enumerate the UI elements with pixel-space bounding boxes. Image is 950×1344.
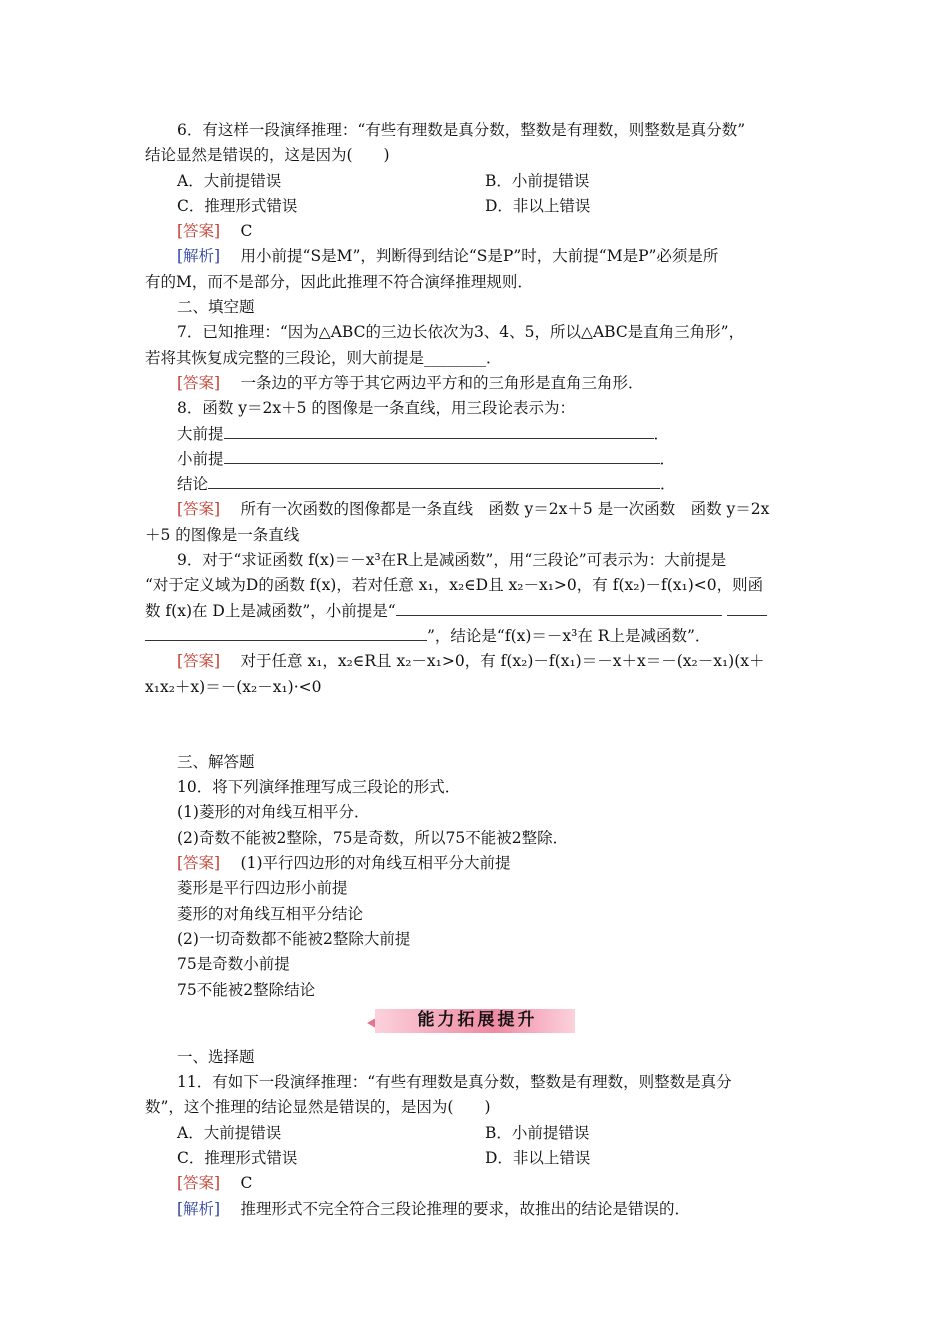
answer-tag: [答案] [177,222,221,241]
analysis-tag: [解析] [177,247,221,266]
q8-major-premise-row [145,422,810,447]
q10-part1: (1)菱形的对角线互相平分． [177,803,370,822]
q11-stem-line1: 11．有如下一段演绎推理：“有些有理数是真分数，整数是有理数，则整数是真分 [177,1073,732,1092]
q10-stem: 10．将下列演绎推理写成三段论的形式． [177,778,461,797]
q6-answer [145,219,810,244]
q11-answer [145,1171,810,1196]
q9-stem-line1: 9．对于“求证函数 f(x)＝－x³在R上是减函数”，用“三段论”可表示为：大前提是 [177,551,727,570]
q8-major-period: ． [653,424,670,443]
q9-minor-blank-a [396,599,722,616]
q7-stem-line1: 7．已知推理：“因为△ABC的三边长依次为3、4、5，所以△ABC是直角三角形”， [177,323,745,342]
q8-minor-label: 小前提 [177,449,224,468]
q9-answer [145,649,810,674]
q9-stem-line3 [145,599,810,624]
q10-part2: (2)奇数不能被2整除，75是奇数，所以75不能被2整除． [177,828,569,847]
answer-tag: [答案] [177,500,221,519]
q8-conclusion-blank [208,472,660,489]
q11-option-d: D．非以上错误 [485,1148,591,1167]
q10-answer-line6: 75不能被2整除结论 [177,980,316,999]
q11-option-c: C．推理形式错误 [177,1148,298,1167]
q6-analysis [145,244,810,269]
q11-stem-line2: 数”，这个推理的结论显然是错误的，是因为( ) [145,1098,491,1117]
q8-conclusion-row [145,472,810,497]
q9-stem-line3-text: 数 f(x)在 D上是减函数”，小前提是“ [145,601,396,620]
q6-analysis-line2: 有的M，而不是部分，因此此推理不符合演绎推理规则． [145,272,533,291]
analysis-tag: [解析] [177,1199,221,1218]
q10-answer-line5: 75是奇数小前提 [177,955,290,974]
q9-minor-blank-c [145,624,427,641]
answer-tag: [答案] [177,854,221,873]
q8-conclusion-label: 结论 [177,475,209,494]
q9-answer-line2: x₁x₂＋x)＝－(x₂－x₁)·<0 [145,677,322,696]
q8-minor-blank [224,447,660,464]
q11-analysis [145,1197,810,1222]
q11-options-row1 [145,1121,810,1146]
answer-tag: [答案] [177,652,221,671]
q9-minor-blank-b [727,599,767,616]
spacer [145,700,810,750]
q6-stem-line2: 结论显然是错误的，这是因为( ) [145,146,390,165]
answer-tag: [答案] [177,1174,221,1193]
q10-answer-line4: (2)一切奇数都不能被2整除大前提 [177,929,411,948]
q6-analysis-line1: 用小前提“S是M”，判断得到结论“S是P”时，大前提“M是P”必须是所 [240,247,719,266]
q11-analysis-text: 推理形式不完全符合三段论推理的要求，故推出的结论是错误的． [240,1199,691,1218]
q8-answer-line2: ＋5 的图像是一条直线 [145,525,300,544]
q8-major-label: 大前提 [177,424,224,443]
q7-answer [145,371,810,396]
q6-option-b: B．小前提错误 [485,171,590,190]
section-heading-solve: 三、解答题 [177,752,255,771]
q6-options-row1 [145,169,810,194]
answer-tag: [答案] [177,373,221,392]
q9-answer-line1: 对于任意 x₁，x₂∈R且 x₂－x₁>0，有 f(x₂)－f(x₁)＝－x＋x＝－(x₂－x₁)(x＋ [240,652,765,671]
q7-answer-value: 一条边的平方等于其它两边平方和的三角形是直角三角形． [240,373,644,392]
q11-answer-value: C [240,1174,253,1193]
q6-option-d: D．非以上错误 [485,196,591,215]
q11-option-b: B．小前提错误 [485,1123,590,1142]
q8-conclusion-period: ． [660,475,676,494]
q8-minor-premise-row [145,447,810,472]
q10-answer-line1: (1)平行四边形的对角线互相平分大前提 [240,854,511,873]
section-banner [145,1005,810,1039]
q8-answer-line1: 所有一次函数的图像都是一条直线 函数 y＝2x＋5 是一次函数 函数 y＝2x [240,500,770,519]
q10-answer [145,851,810,876]
q8-minor-period: ． [659,449,676,468]
q8-major-blank [224,422,654,439]
q6-stem-line1: 6．有这样一段演绎推理：“有些有理数是真分数，整数是有理数，则整数是真分数” [177,121,746,139]
q11-option-a: A．大前提错误 [177,1123,282,1142]
q6-option-a: A．大前提错误 [177,171,282,190]
q9-stem-line2: “对于定义域为D的函数 f(x)，若对任意 x₁，x₂∈D且 x₂－x₁>0，有 f(x₂)－f(x₁)<0，则函 [145,576,764,595]
q6-options-row2 [145,194,810,219]
banner-title: 能力拓展提升 [417,1009,538,1030]
q9-stem-line4 [145,624,810,649]
section-heading-choice: 一、选择题 [177,1047,255,1066]
q8-answer [145,497,810,522]
q6-option-c: C．推理形式错误 [177,196,298,215]
q11-options-row2 [145,1146,810,1171]
section-heading-fill-blank: 二、填空题 [177,298,255,317]
q6-answer-value: C [240,222,253,241]
q8-stem: 8．函数 y＝2x＋5 的图像是一条直线，用三段论表示为： [177,399,575,418]
q7-stem-line2: 若将其恢复成完整的三段论，则大前提是________． [145,348,502,367]
q10-answer-line3: 菱形的对角线互相平分结论 [177,904,364,923]
document-page [145,118,810,1222]
q9-stem-line4-text: ”，结论是“f(x)＝－x³在 R上是减函数”． [427,626,711,645]
q10-answer-line2: 菱形是平行四边形小前提 [177,879,348,898]
